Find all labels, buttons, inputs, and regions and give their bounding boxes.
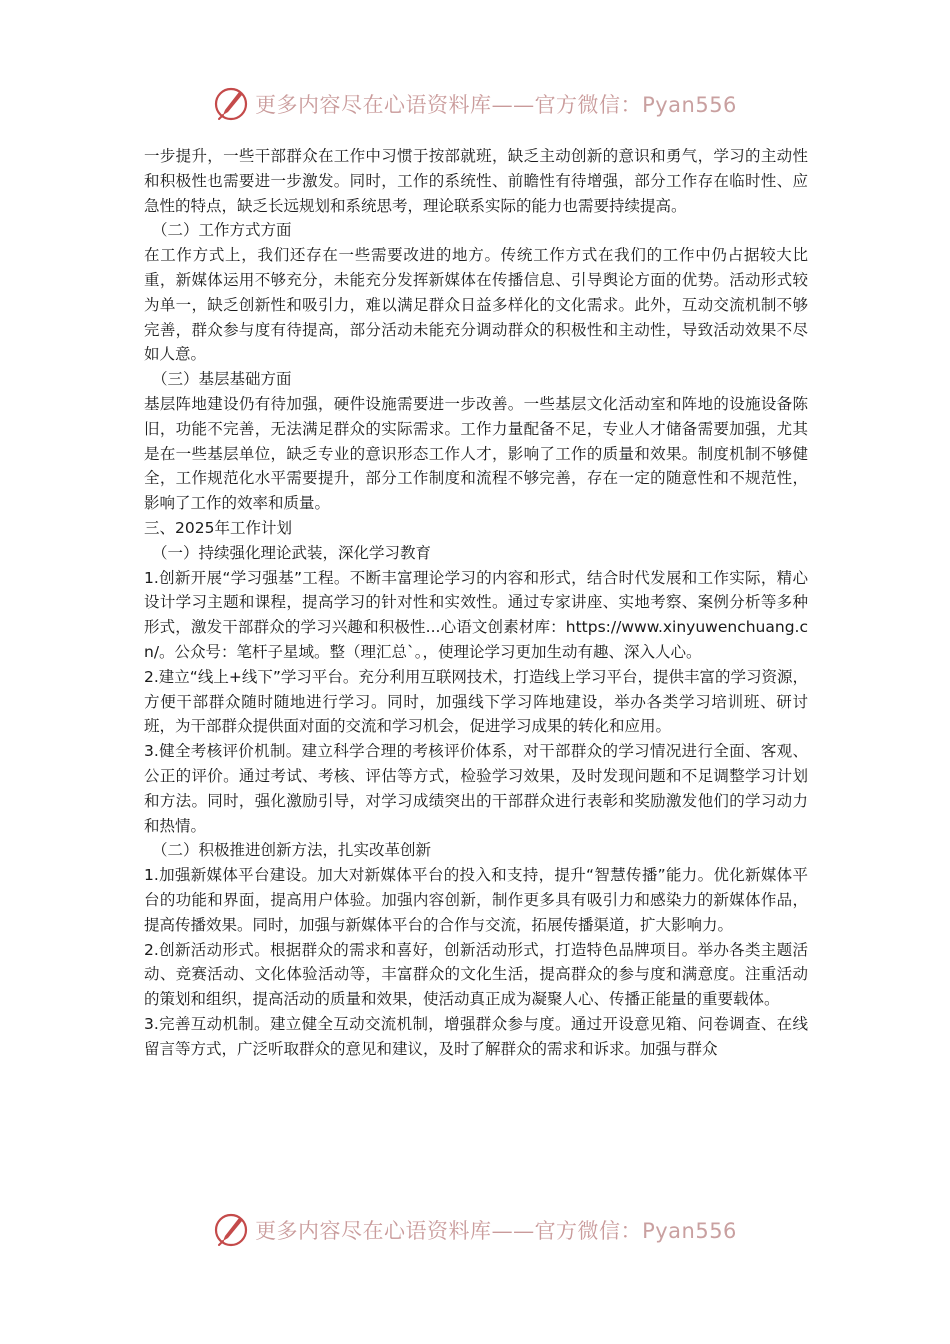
paragraph: 1.加强新媒体平台建设。加大对新媒体平台的投入和支持，提升“智慧传播”能力。优化新媒体平台的功能和界面，提高用户体验。加强内容创新，制作更多具有吸引力和感染力的新媒体作品，提高传播效果。同时，加强与新媒体平台的合作与交流，拓展传播渠道，扩大影响力。 [144, 866, 808, 934]
paragraph: 在工作方式上，我们还存在一些需要改进的地方。传统工作方式在我们的工作中仍占据较大比重，新媒体运用不够充分，未能充分发挥新媒体在传播信息、引导舆论方面的优势。活动形式较为单一，缺乏创新性和吸引力，难以满足群众日益多样化的文化需求。此外，互动交流机制不够完善，群众参与度有待提高，部分活动未能充分调动群众的积极性和主动性，导致活动效果不尽如人意。 [144, 246, 808, 364]
paragraph: 1.创新开展“学习强基”工程。不断丰富理论学习的内容和形式，结合时代发展和工作实际，精心设计学习主题和课程，提高学习的针对性和实效性。通过专家讲座、实地考察、案例分析等多种形式，激发干部群众的学习兴趣和积极性...心语文创素材库：https://www.xinyuwenchuang.cn/。公众号：笔杆子星域。整（理汇总`。，使理论学习更加生动有趣、深入人心。 [144, 568, 808, 661]
watermark-text [255, 1215, 737, 1245]
subsection-heading: （二）积极推进创新方法，扎实改革创新 [152, 841, 432, 860]
watermark-site: 更多内容尽在心语资料库 [255, 1219, 492, 1243]
watermark-account: Pyan556 [642, 93, 737, 117]
paragraph: 一步提升，一些干部群众在工作中习惯于按部就班，缺乏主动创新的意识和勇气，学习的主动性和积极性也需要进一步激发。同时，工作的系统性、前瞻性有待增强，部分工作存在临时性、应急性的特点，缺乏长远规划和系统思考，理论联系实际的能力也需要持续提高。 [144, 147, 808, 215]
watermark-wechat-label: 官方微信： [534, 93, 643, 117]
section-heading: 三、2025年工作计划 [144, 518, 292, 537]
paragraph: 3.健全考核评价机制。建立科学合理的考核评价体系，对干部群众的学习情况进行全面、客观、公正的评价。通过考试、考核、评估等方式，检验学习效果，及时发现问题和不足调整学习计划和方法。同时，强化激励引导，对学习成绩突出的干部群众进行表彰和奖励激发他们的学习动力和热情。 [144, 742, 808, 835]
watermark-banner-bottom [0, 1208, 950, 1252]
paragraph: 3.完善互动机制。建立健全互动交流机制，增强群众参与度。通过开设意见箱、问卷调查、在线留言等方式，广泛听取群众的意见和建议，及时了解群众的需求和诉求。加强与群众 [144, 1014, 808, 1058]
subsection-heading: （一）持续强化理论武装，深化学习教育 [152, 543, 432, 562]
watermark-wechat-label: 官方微信： [534, 1219, 643, 1243]
quill-pen-logo-icon [213, 86, 249, 122]
paragraph: 2.创新活动形式。根据群众的需求和喜好，创新活动形式，打造特色品牌项目。举办各类主题活动、竞赛活动、文化体验活动等，丰富群众的文化生活，提高群众的参与度和满意度。注重活动的策划和组织，提高活动的质量和效果，使活动真正成为凝聚人心、传播正能量的重要载体。 [144, 940, 808, 1009]
subsection-heading: （二）工作方式方面 [152, 221, 292, 240]
subsection-heading: （三）基层基础方面 [152, 370, 292, 389]
watermark-separator: —— [491, 93, 535, 117]
watermark-site: 更多内容尽在心语资料库 [255, 93, 492, 117]
watermark-separator: —— [491, 1219, 535, 1243]
paragraph: 基层阵地建设仍有待加强，硬件设施需要进一步改善。一些基层文化活动室和阵地的设施设备陈旧，功能不完善，无法满足群众的实际需求。工作力量配备不足，专业人才储备需要加强，尤其是在一些基层单位，缺乏专业的意识形态工作人才，影响了工作的质量和效果。制度机制不够健全，工作规范化水平需要提升，部分工作制度和流程不够完善，存在一定的随意性和不规范性，影响了工作的效率和质量。 [144, 394, 808, 513]
document-body [144, 144, 808, 1061]
watermark-account: Pyan556 [642, 1219, 737, 1243]
quill-pen-logo-icon [213, 1212, 249, 1248]
watermark-text [255, 89, 737, 119]
watermark-banner-top [0, 82, 950, 126]
paragraph: 2.建立“线上+线下”学习平台。充分利用互联网技术，打造线上学习平台，提供丰富的学习资源，方便干部群众随时随地进行学习。同时，加强线下学习阵地建设，举办各类学习培训班、研讨班，为干部群众提供面对面的交流和学习机会，促进学习成果的转化和应用。 [144, 667, 808, 736]
